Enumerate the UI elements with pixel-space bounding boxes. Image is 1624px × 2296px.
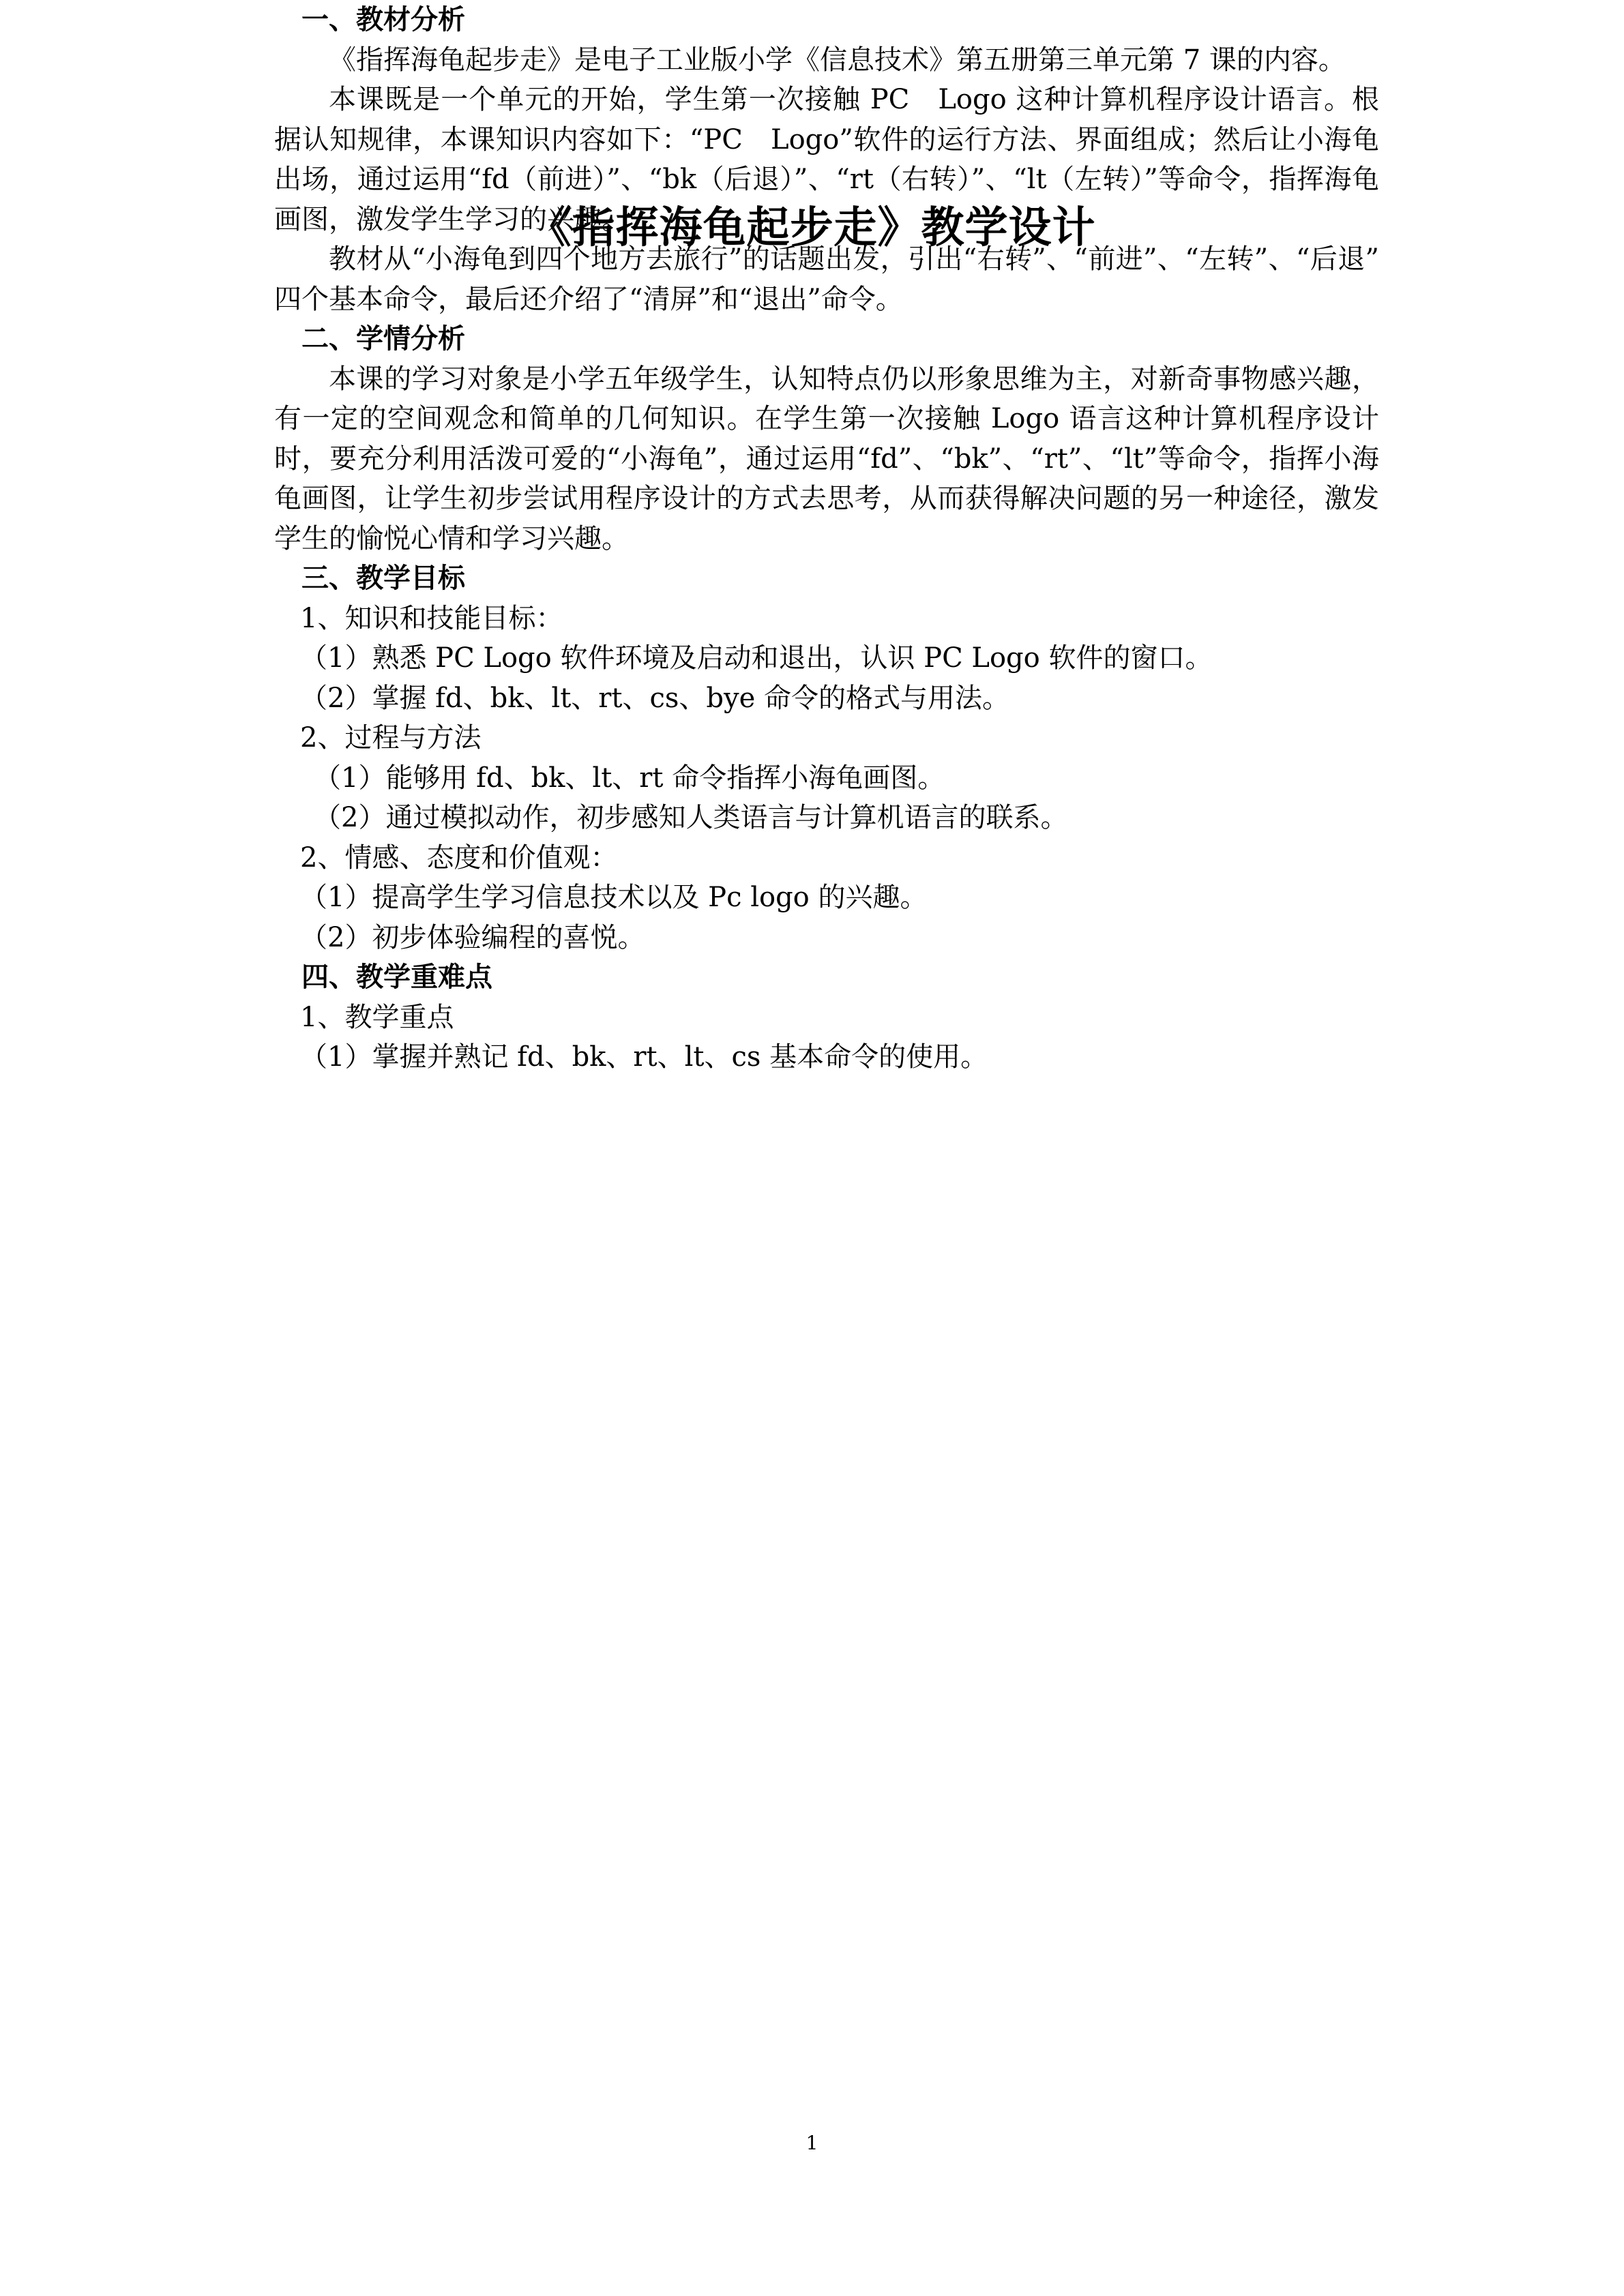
list-item: （2）初步体验编程的喜悦。 [300, 921, 645, 953]
page-title: 《指挥海龟起步走》教学设计 [528, 203, 1096, 252]
paragraph: 《指挥海龟起步走》是电子工业版小学《信息技术》第五册第三单元第 7 课的内容。 [329, 44, 1346, 76]
list-item: （1）能够用 fd、bk、lt、rt 命令指挥小海龟画图。 [314, 762, 945, 794]
subsection-label: 1、教学重点 [300, 1001, 454, 1033]
document-body [274, 0, 1379, 1077]
page-number: 1 [806, 2132, 818, 2154]
section-heading-3: 三、教学目标 [301, 563, 465, 594]
paragraph: 教材从“小海龟到四个地方去旅行”的话题出发，引出“右转”、“前进”、“左转”、“后退”四个基本命令，最后还介绍了“清屏”和“退出”命令。 [274, 243, 1379, 315]
list-item: （2）通过模拟动作，初步感知人类语言与计算机语言的联系。 [314, 802, 1068, 833]
paragraph: 本课既是一个单元的开始，学生第一次接触 PC Logo 这种计算机程序设计语言。根据认知规律，本课知识内容如下：“PC Logo”软件的运行方法、界面组成；然后让小海龟出场，通过运用“fd（前进）”、“bk（后退）”、“rt（右转）”、“lt（左转）”等命令，指挥海龟画图，激发学生学习的兴趣。 [274, 84, 1379, 235]
paragraph: 本课的学习对象是小学五年级学生，认知特点仍以形象思维为主，对新奇事物感兴趣，有一定的空间观念和简单的几何知识。在学生第一次接触 Logo 语言这种计算机程序设计时，要充分利用活泼可爱的“小海龟”，通过运用“fd”、“bk”、“rt”、“lt”等命令，指挥小海龟画图，让学生初步尝试用程序设计的方式去思考，从而获得解决问题的另一种途径，激发学生的愉悦心情和学习兴趣。 [274, 363, 1379, 554]
section-heading-4: 四、教学重难点 [301, 961, 492, 993]
list-item: （1）掌握并熟记 fd、bk、rt、lt、cs 基本命令的使用。 [300, 1041, 988, 1073]
section-heading-2: 二、学情分析 [301, 323, 465, 355]
list-item: （1）提高学生学习信息技术以及 Pc logo 的兴趣。 [300, 882, 928, 913]
subsection-label: 1、知识和技能目标： [300, 602, 563, 634]
list-item: （1）熟悉 PC Logo 软件环境及启动和退出，认识 PC Logo 软件的窗口。 [300, 642, 1213, 674]
subsection-label: 2、过程与方法 [300, 722, 482, 754]
list-item: （2）掌握 fd、bk、lt、rt、cs、bye 命令的格式与用法。 [300, 682, 1009, 714]
section-heading-1: 一、教材分析 [301, 4, 465, 35]
subsection-label: 2、情感、态度和价值观： [300, 841, 618, 874]
